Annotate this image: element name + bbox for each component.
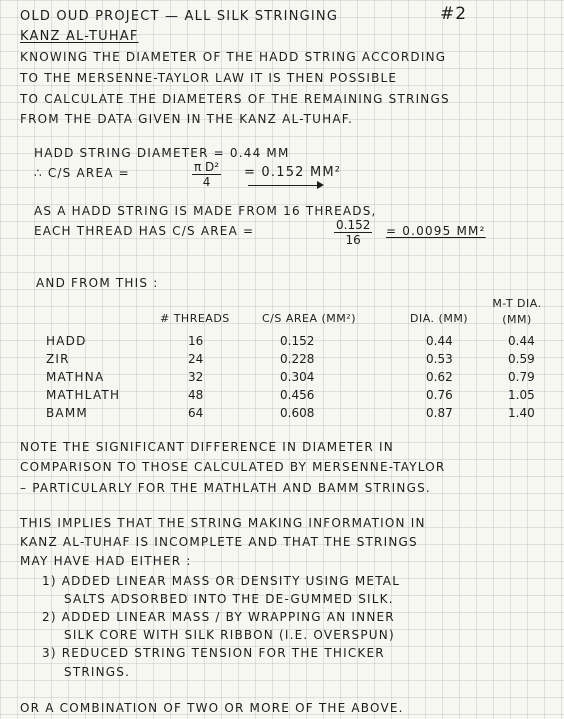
option-line: SALTS ADSORBED INTO THE DE-GUMMED SILK.: [64, 592, 394, 606]
intro-line: TO THE MERSENNE-TAYLOR LAW IT IS THEN POSSIBLE: [20, 71, 398, 85]
table-cell: 64: [188, 406, 204, 420]
table-cell: 0.87: [426, 406, 453, 420]
page-number: #2: [440, 4, 468, 24]
intro-line: TO CALCULATE THE DIAMETERS OF THE REMAINING STRINGS: [20, 92, 450, 106]
table-cell: 48: [188, 388, 204, 402]
intro-line: KNOWING THE DIAMETER OF THE HADD STRING ACCORDING: [20, 50, 447, 64]
table-cell: 0.152: [280, 334, 315, 348]
hadd-diameter-line: HADD STRING DIAMETER = 0.44 MM: [34, 146, 290, 160]
formula-numerator: π D²: [194, 160, 220, 174]
table-row-name: HADD: [46, 334, 87, 348]
area-formula-fraction: [192, 160, 221, 189]
table-cell: 0.228: [280, 352, 315, 366]
table-cell: 0.59: [508, 352, 535, 366]
table-cell: 0.456: [280, 388, 315, 402]
table-cell: 1.40: [508, 406, 535, 420]
implies-line: MAY HAVE HAD EITHER :: [20, 554, 192, 568]
option-line: 2) ADDED LINEAR MASS / BY WRAPPING AN INNER: [42, 610, 395, 624]
table-row-name: MATHLATH: [46, 388, 121, 402]
implies-line: KANZ AL-TUHAF IS INCOMPLETE AND THAT THE STRINGS: [20, 535, 418, 549]
intro-line: FROM THE DATA GIVEN IN THE KANZ AL-TUHAF.: [20, 112, 353, 126]
table-row-name: BAMM: [46, 406, 88, 420]
area-formula-label: ∴ C/S AREA =: [34, 166, 130, 180]
table-cell: 0.53: [426, 352, 453, 366]
thread-area-result: = 0.0095 MM²: [386, 224, 486, 238]
option-line: 3) REDUCED STRING TENSION FOR THE THICKER: [42, 646, 385, 660]
table-cell: 0.44: [426, 334, 453, 348]
thread-area-fraction: [334, 218, 372, 247]
area-result: = 0.152 MM²: [244, 165, 342, 180]
table-header: M-T DIA. (MM): [492, 297, 542, 326]
closing-line: OR A COMBINATION OF TWO OR MORE OF THE ABOVE.: [20, 701, 404, 715]
thread-denominator: 16: [345, 233, 361, 247]
thread-line: AS A HADD STRING IS MADE FROM 16 THREADS,: [34, 204, 377, 218]
page-subtitle: KANZ AL-TUHAF: [20, 29, 139, 44]
table-cell: 0.79: [508, 370, 535, 384]
table-cell: 0.76: [426, 388, 453, 402]
thread-numerator: 0.152: [336, 218, 371, 232]
table-intro: AND FROM THIS :: [36, 276, 159, 290]
note-line: – PARTICULARLY FOR THE MATHLATH AND BAMM STRINGS.: [20, 481, 431, 495]
table-header: C/S AREA (MM²): [262, 312, 356, 325]
table-cell: 24: [188, 352, 204, 366]
table-cell: 1.05: [508, 388, 535, 402]
thread-area-label: EACH THREAD HAS C/S AREA =: [34, 224, 255, 238]
table-row-name: MATHNA: [46, 370, 105, 384]
table-cell: 32: [188, 370, 204, 384]
table-header: # THREADS: [160, 312, 230, 325]
note-line: COMPARISON TO THOSE CALCULATED BY MERSENNE-TAYLOR: [20, 460, 446, 474]
implies-line: THIS IMPLIES THAT THE STRING MAKING INFORMATION IN: [20, 516, 426, 530]
table-cell: 0.44: [508, 334, 535, 348]
formula-denominator: 4: [202, 175, 211, 189]
table-header: DIA. (MM): [410, 312, 469, 325]
option-line: STRINGS.: [64, 665, 131, 679]
result-arrow: [248, 185, 322, 186]
table-cell: 0.608: [280, 406, 315, 420]
note-line: NOTE THE SIGNIFICANT DIFFERENCE IN DIAMETER IN: [20, 440, 394, 454]
table-cell: 0.304: [280, 370, 315, 384]
option-line: SILK CORE WITH SILK RIBBON (I.E. OVERSPUN): [64, 628, 395, 642]
table-cell: 16: [188, 334, 204, 348]
page-title: OLD OUD PROJECT — ALL SILK STRINGING: [20, 9, 339, 24]
table-row-name: ZIR: [46, 352, 70, 366]
table-cell: 0.62: [426, 370, 453, 384]
option-line: 1) ADDED LINEAR MASS OR DENSITY USING METAL: [42, 574, 401, 588]
